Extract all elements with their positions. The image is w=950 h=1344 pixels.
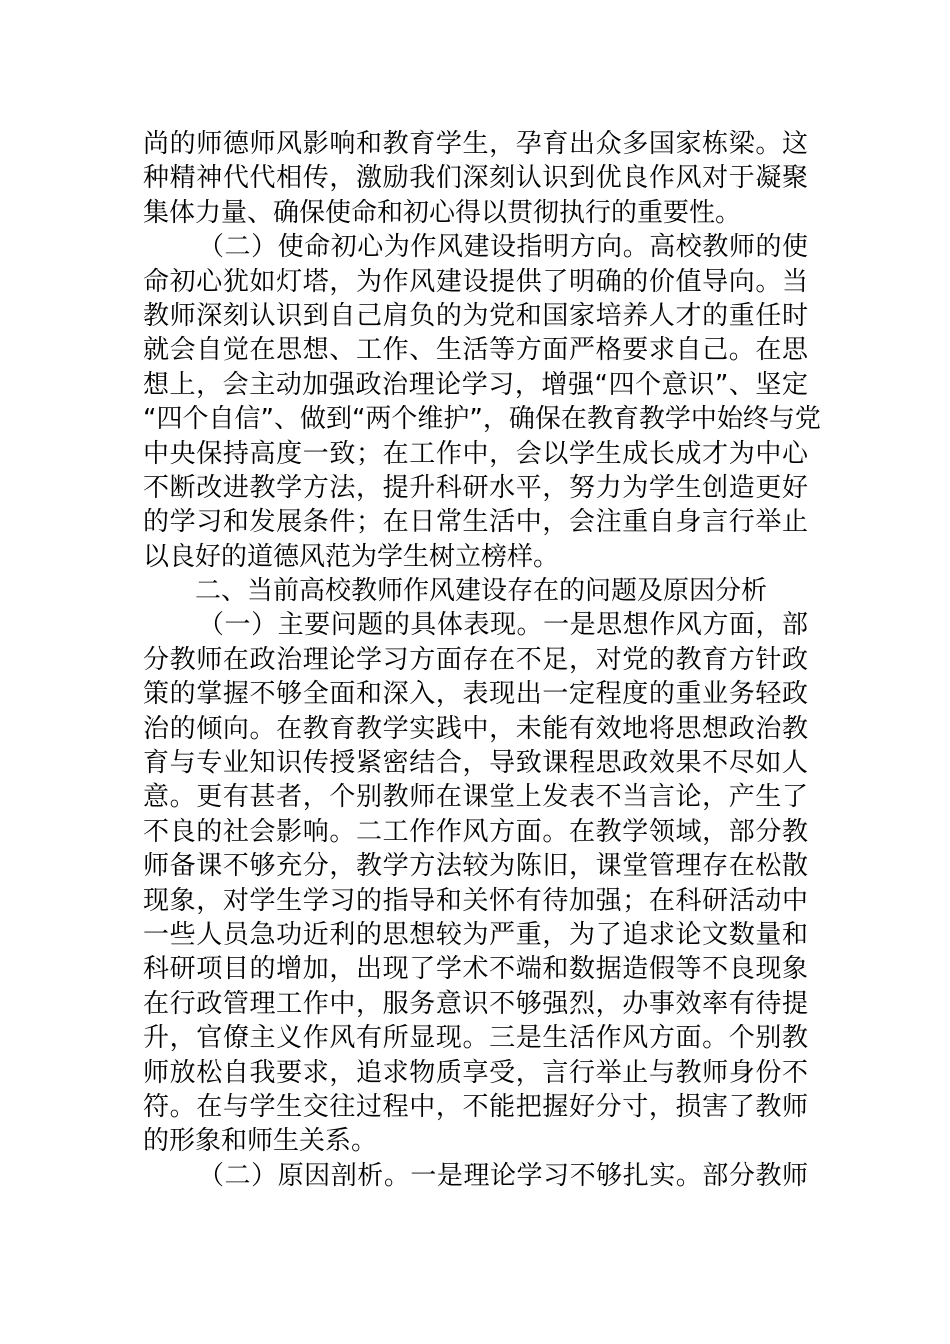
text-line: 策的掌握不够全面和深入，表现出一定程度的重业务轻政 xyxy=(143,679,808,710)
text-line: 教师深刻认识到自己肩负的为党和国家培养人才的重任时 xyxy=(143,300,808,331)
text-line: 以良好的道德风范为学生树立榜样。 xyxy=(143,541,560,572)
text-line: 尚的师德师风影响和教育学生，孕育出众多国家栋梁。这 xyxy=(143,129,808,159)
text-line: （二）使命初心为作风建设指明方向。高校教师的使 xyxy=(198,232,808,263)
text-line: 分教师在政治理论学习方面存在不足，对党的教育方针政 xyxy=(143,644,808,675)
text-line: 集体力量、确保使命和初心得以贯彻执行的重要性。 xyxy=(143,197,742,228)
text-line: 现象，对学生学习的指导和关怀有待加强；在科研活动中 xyxy=(143,885,808,916)
text-line: “四个自信”、做到“两个维护”，确保在教育教学中始终与党 xyxy=(143,404,821,435)
text-line: 一些人员急功近利的思想较为严重，为了追求论文数量和 xyxy=(143,919,808,950)
text-line: 治的倾向。在教育教学实践中，未能有效地将思想政治教 xyxy=(143,713,808,744)
body-text xyxy=(143,127,821,1193)
text-line: 命初心犹如灯塔，为作风建设提供了明确的价值导向。当 xyxy=(143,266,808,297)
text-line: 就会自觉在思想、工作、生活等方面严格要求自己。在思 xyxy=(143,335,808,366)
text-line: 育与专业知识传授紧密结合，导致课程思政效果不尽如人 xyxy=(143,748,808,779)
text-line: 在行政管理工作中，服务意识不够强烈，办事效率有待提 xyxy=(143,988,808,1019)
text-line: 的学习和发展条件；在日常生活中，会注重自身言行举止 xyxy=(143,507,808,538)
text-line: 不良的社会影响。二工作作风方面。在教学领域，部分教 xyxy=(143,816,808,847)
text-line: （二）原因剖析。一是理论学习不够扎实。部分教师 xyxy=(198,1160,808,1191)
text-line: 符。在与学生交往过程中，不能把握好分寸，损害了教师 xyxy=(143,1091,808,1122)
text-line: 师备课不够充分，教学方法较为陈旧，课堂管理存在松散 xyxy=(143,851,808,882)
text-line: 的形象和师生关系。 xyxy=(143,1126,378,1157)
text-line: （一）主要问题的具体表现。一是思想作风方面，部 xyxy=(198,610,808,641)
text-line: 中央保持高度一致；在工作中，会以学生成长成才为中心 xyxy=(143,438,808,469)
text-line: 想上，会主动加强政治理论学习，增强“四个意识”、坚定 xyxy=(143,369,808,400)
text-line: 科研项目的增加，出现了学术不端和数据造假等不良现象 xyxy=(143,954,808,985)
text-line: 师放松自我要求，追求物质享受，言行举止与教师身份不 xyxy=(143,1057,808,1088)
text-line: 种精神代代相传，激励我们深刻认识到优良作风对于凝聚 xyxy=(143,163,808,194)
text-line: 意。更有甚者，个别教师在课堂上发表不当言论，产生了 xyxy=(143,782,808,813)
text-line: 升，官僚主义作风有所显现。三是生活作风方面。个别教 xyxy=(143,1023,808,1054)
text-line: 不断改进教学方法，提升科研水平，努力为学生创造更好 xyxy=(143,472,808,503)
text-line: 二、当前高校教师作风建设存在的问题及原因分析 xyxy=(195,576,768,607)
